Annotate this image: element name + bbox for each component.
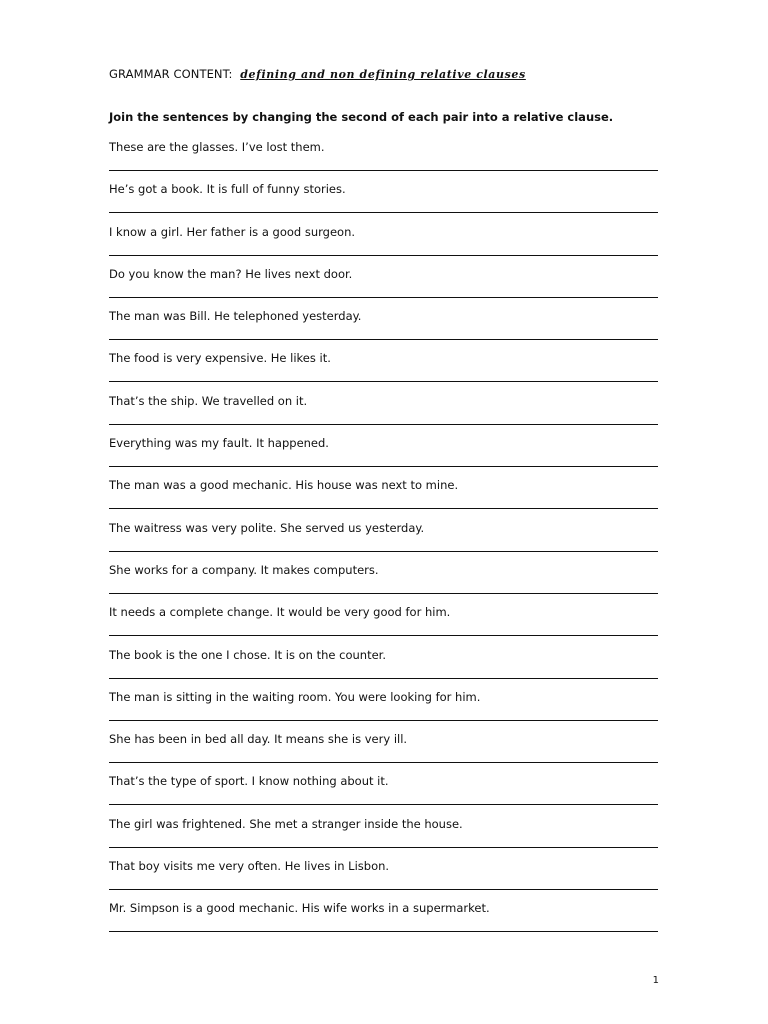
answer-line[interactable]	[109, 593, 658, 594]
answer-line[interactable]	[109, 339, 658, 340]
exercise-sentence: The food is very expensive. He likes it.	[109, 351, 331, 366]
exercise-sentence: She has been in bed all day. It means she is very ill.	[109, 732, 408, 747]
exercise-sentence: The girl was frightened. She met a stranger inside the house.	[109, 816, 463, 831]
exercise-sentence: She works for a company. It makes computers.	[109, 562, 379, 577]
answer-line[interactable]	[109, 297, 658, 298]
exercise-item	[109, 605, 659, 647]
answer-line[interactable]	[109, 720, 658, 721]
exercise-item	[109, 648, 659, 690]
exercise-sentence: These are the glasses. I’ve lost them.	[109, 140, 325, 154]
answer-line[interactable]	[109, 381, 658, 382]
answer-line[interactable]	[109, 804, 658, 805]
exercise-item	[109, 436, 659, 478]
exercise-sentence: Mr. Simpson is a good mechanic. His wife works in a supermarket.	[109, 901, 490, 916]
exercise-sentence: Do you know the man? He lives next door.	[109, 266, 353, 281]
answer-line[interactable]	[109, 508, 658, 509]
exercise-sentence: That’s the ship. We travelled on it.	[109, 393, 308, 408]
page-number: 1	[652, 975, 659, 986]
answer-line[interactable]	[109, 678, 658, 679]
exercise-sentence: That’s the type of sport. I know nothing about it.	[109, 774, 389, 789]
answer-line[interactable]	[109, 255, 658, 256]
exercise-sentence: The book is the one I chose. It is on the counter.	[109, 647, 386, 662]
exercise-sentence: It needs a complete change. It would be very good for him.	[109, 605, 451, 620]
exercise-item	[109, 901, 659, 943]
heading-label: GRAMMAR CONTENT:	[109, 67, 233, 81]
answer-line[interactable]	[109, 847, 658, 848]
exercise-item	[109, 140, 659, 182]
answer-line[interactable]	[109, 635, 658, 636]
exercise-sentence: I know a girl. Her father is a good surgeon.	[109, 224, 356, 239]
heading-topic: defining and non defining relative clauses	[240, 68, 526, 81]
exercise-item	[109, 690, 659, 732]
exercise-item	[109, 394, 659, 436]
exercise-item	[109, 563, 659, 605]
answer-line[interactable]	[109, 170, 658, 171]
answer-line[interactable]	[109, 424, 658, 425]
exercise-sentence: The man is sitting in the waiting room. You were looking for him.	[109, 689, 481, 704]
exercise-item	[109, 817, 659, 859]
exercise-instruction: Join the sentences by changing the second of each pair into a relative clause.	[109, 110, 614, 124]
exercise-sentence: Everything was my fault. It happened.	[109, 436, 329, 451]
exercise-sentence: He’s got a book. It is full of funny stories.	[109, 182, 346, 197]
exercise-sentence: The man was Bill. He telephoned yesterday.	[109, 309, 362, 324]
exercise-item	[109, 309, 659, 351]
exercise-item	[109, 351, 659, 393]
answer-line[interactable]	[109, 551, 658, 552]
answer-line[interactable]	[109, 466, 658, 467]
answer-line[interactable]	[109, 931, 658, 932]
exercise-items	[109, 140, 659, 944]
exercise-sentence: The waitress was very polite. She served us yesterday.	[109, 520, 425, 535]
exercise-sentence: The man was a good mechanic. His house was next to mine.	[109, 478, 459, 493]
exercise-item	[109, 225, 659, 267]
exercise-item	[109, 478, 659, 520]
exercise-item	[109, 732, 659, 774]
grammar-heading	[109, 67, 526, 81]
exercise-item	[109, 182, 659, 224]
answer-line[interactable]	[109, 212, 658, 213]
exercise-item	[109, 267, 659, 309]
exercise-item	[109, 521, 659, 563]
exercise-sentence: That boy visits me very often. He lives in Lisbon.	[109, 859, 390, 874]
answer-line[interactable]	[109, 889, 658, 890]
exercise-item	[109, 859, 659, 901]
answer-line[interactable]	[109, 762, 658, 763]
exercise-item	[109, 774, 659, 816]
